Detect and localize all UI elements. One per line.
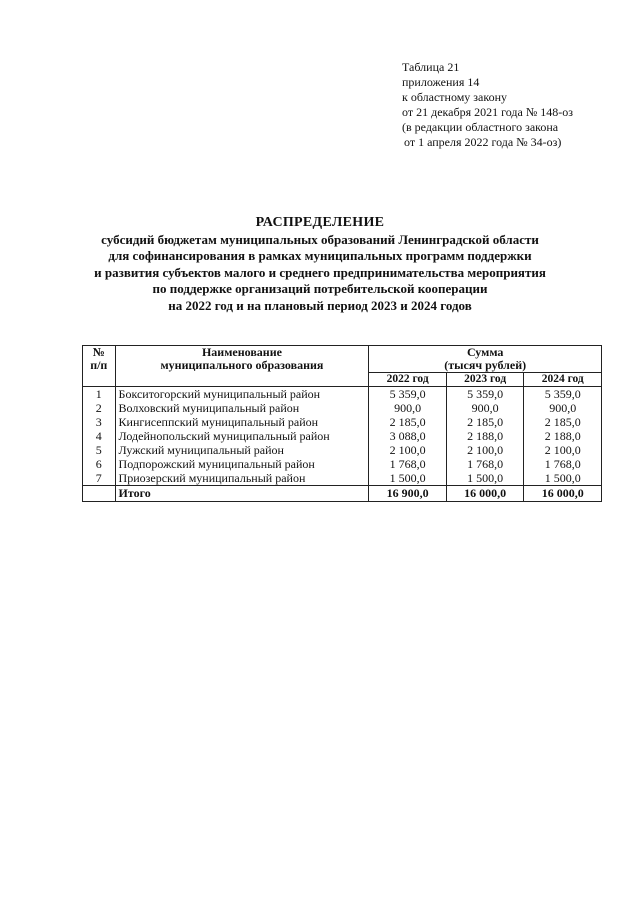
row-value-2024: 1 768,0 [524,457,602,471]
row-name: Лужский муниципальный район [115,443,369,457]
table-row [83,471,602,486]
subsidy-table [82,345,602,502]
row-value-2022: 2 185,0 [369,415,447,429]
row-name: Лодейнопольский муниципальный район [115,429,369,443]
row-num: 4 [83,429,116,443]
row-value-2023: 2 100,0 [446,443,524,457]
row-value-2024: 2 188,0 [524,429,602,443]
header-note-line: (в редакции областного закона [402,120,559,134]
row-num: 5 [83,443,116,457]
row-value-2024: 2 185,0 [524,415,602,429]
row-value-2022: 2 100,0 [369,443,447,457]
table-row [83,401,602,415]
header-num [83,346,116,387]
row-value-2022: 900,0 [369,401,447,415]
total-value-2024: 16 000,0 [524,486,602,502]
row-value-2023: 1 500,0 [446,471,524,486]
header-sum-line1: Сумма [466,345,504,359]
row-num: 6 [83,457,116,471]
total-label: Итого [115,486,369,502]
header-note-line: приложения 14 [402,75,480,89]
row-value-2023: 2 185,0 [446,415,524,429]
header-note-line: Таблица 21 [402,60,460,74]
header-note-line: от 1 апреля 2022 года № 34-оз) [404,135,562,149]
row-name: Волховский муниципальный район [115,401,369,415]
row-value-2024: 2 100,0 [524,443,602,457]
header-sum-line2: (тысяч рублей) [444,358,527,372]
row-value-2024: 900,0 [524,401,602,415]
title-line: по поддержке организаций потребительской кооперации [152,281,488,296]
row-value-2023: 5 359,0 [446,387,524,402]
row-value-2024: 5 359,0 [524,387,602,402]
row-name: Приозерский муниципальный район [115,471,369,486]
row-num: 1 [83,387,116,402]
title-line: субсидий бюджетам муниципальных образований Ленинградской области [101,231,539,247]
title-line: на 2022 год и на плановый период 2023 и 2024 годов [168,297,472,313]
row-value-2024: 1 500,0 [524,471,602,486]
header-sum [369,346,602,373]
row-value-2022: 5 359,0 [369,387,447,402]
table-total-row [83,486,602,502]
header-num-line1: № [92,345,105,359]
table-row [83,387,602,402]
row-value-2022: 3 088,0 [369,429,447,443]
table-row [83,415,602,429]
header-year-2022: 2022 год [369,373,447,387]
row-num: 7 [83,471,116,486]
row-num: 3 [83,415,116,429]
header-year-2023: 2023 год [446,373,524,387]
title-line: для софинансирования в рамках муниципальных программ поддержки [108,248,532,263]
header-name-line1: Наименование [201,345,282,359]
row-name: Кингисеппский муниципальный район [115,415,369,429]
row-value-2023: 2 188,0 [446,429,524,443]
header-note-line: к областному закону [402,90,508,104]
header-num-line2: п/п [90,358,108,372]
table-row [83,457,602,471]
title-main: РАСПРЕДЕЛЕНИЕ [255,215,385,230]
table-header-row [83,346,602,373]
total-value-2022: 16 900,0 [369,486,447,502]
document-title [40,215,600,314]
row-name: Бокситогорский муниципальный район [115,387,369,402]
header-name [115,346,369,387]
table-row [83,443,602,457]
row-value-2022: 1 500,0 [369,471,447,486]
header-year-2024: 2024 год [524,373,602,387]
row-value-2023: 1 768,0 [446,457,524,471]
header-name-line2: муниципального образования [160,358,324,372]
row-value-2023: 900,0 [446,401,524,415]
title-line: и развития субъектов малого и среднего предпринимательства мероприятия [94,264,546,280]
row-num: 2 [83,401,116,415]
header-note-line: от 21 декабря 2021 года № 148-оз [402,105,574,119]
header-note [402,60,573,150]
row-name: Подпорожский муниципальный район [115,457,369,471]
total-value-2023: 16 000,0 [446,486,524,502]
table-row [83,429,602,443]
row-value-2022: 1 768,0 [369,457,447,471]
total-num-cell [83,486,116,502]
